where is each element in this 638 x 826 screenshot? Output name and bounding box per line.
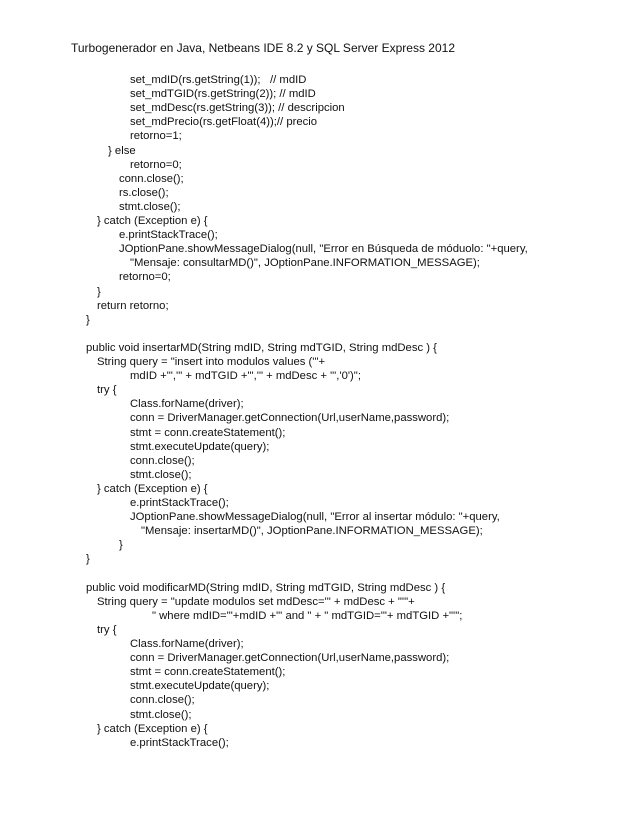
code-line: set_mdID(rs.getString(1)); // mdID (130, 74, 307, 86)
code-line: Class.forName(driver); (130, 638, 244, 650)
code-line: return retorno; (97, 299, 169, 312)
code-line: JOptionPane.showMessageDialog(null, "Error al insertar módulo: "+query, (130, 511, 500, 524)
code-line: conn.close(); (130, 454, 195, 467)
page-header: Turbogenerador en Java, Netbeans IDE 8.2 y SQL Server Express 2012 (71, 41, 455, 55)
code-line: } catch (Exception e) { (97, 722, 208, 735)
code-line: set_mdDesc(rs.getString(3)); // descripcion (130, 102, 345, 115)
code-line: retorno=0; (119, 271, 171, 284)
code-line: retorno=0; (130, 158, 182, 171)
code-line: mdID +"','" + mdTGID +"','" + mdDesc + "','0')"; (130, 370, 361, 383)
code-line: String query = "update modulos set mdDesc='" + mdDesc + "'"+ (97, 595, 415, 608)
code-line: retorno=1; (130, 130, 182, 143)
code-line: conn = DriverManager.getConnection(Url,userName,password); (130, 412, 450, 425)
code-line: public void modificarMD(String mdID, String mdTGID, String mdDesc ) { (86, 581, 446, 594)
code-line: stmt.executeUpdate(query); (130, 680, 270, 693)
code-line: Class.forName(driver); (130, 398, 244, 411)
code-line: conn = DriverManager.getConnection(Url,userName,password); (130, 652, 450, 665)
code-line: } else (108, 144, 136, 157)
code-line: } (119, 539, 123, 552)
code-line: e.printStackTrace(); (130, 497, 229, 509)
code-line: stmt.close(); (130, 708, 192, 721)
code-line: public void insertarMD(String mdID, String mdTGID, String mdDesc ) { (86, 341, 437, 354)
code-line: stmt = conn.createStatement(); (130, 666, 286, 679)
code-line: try { (97, 384, 117, 397)
code-line: e.printStackTrace(); (130, 736, 229, 749)
code-line: stmt.close(); (130, 468, 192, 481)
code-line: "Mensaje: insertarMD()", JOptionPane.INFORMATION_MESSAGE); (141, 525, 483, 538)
code-line: set_mdTGID(rs.getString(2)); // mdID (130, 88, 316, 101)
code-line: } (97, 285, 101, 298)
code-line: stmt.close(); (119, 200, 181, 213)
code-line: try { (97, 623, 117, 636)
code-line: conn.close(); (119, 172, 184, 185)
code-line: } (86, 553, 90, 566)
code-line: rs.close(); (119, 186, 169, 199)
code-line: conn.close(); (130, 694, 195, 707)
code-line: JOptionPane.showMessageDialog(null, "Error en Búsqueda de móduolo: "+query, (119, 243, 528, 256)
code-line: String query = "insert into modulos values ('"+ (97, 356, 326, 368)
code-line: "Mensaje: consultarMD()", JOptionPane.INFORMATION_MESSAGE); (130, 257, 480, 270)
code-line: } catch (Exception e) { (97, 215, 208, 227)
code-line: } (86, 313, 90, 326)
code-line: " where mdID='"+mdID +"' and " + " mdTGID='"+ mdTGID +"'"; (152, 609, 463, 622)
code-line: } catch (Exception e) { (97, 482, 208, 495)
code-line: stmt.executeUpdate(query); (130, 440, 270, 453)
code-line: stmt = conn.createStatement(); (130, 426, 286, 439)
code-line: e.printStackTrace(); (119, 229, 218, 242)
code-line: set_mdPrecio(rs.getFloat(4));// precio (130, 116, 318, 129)
